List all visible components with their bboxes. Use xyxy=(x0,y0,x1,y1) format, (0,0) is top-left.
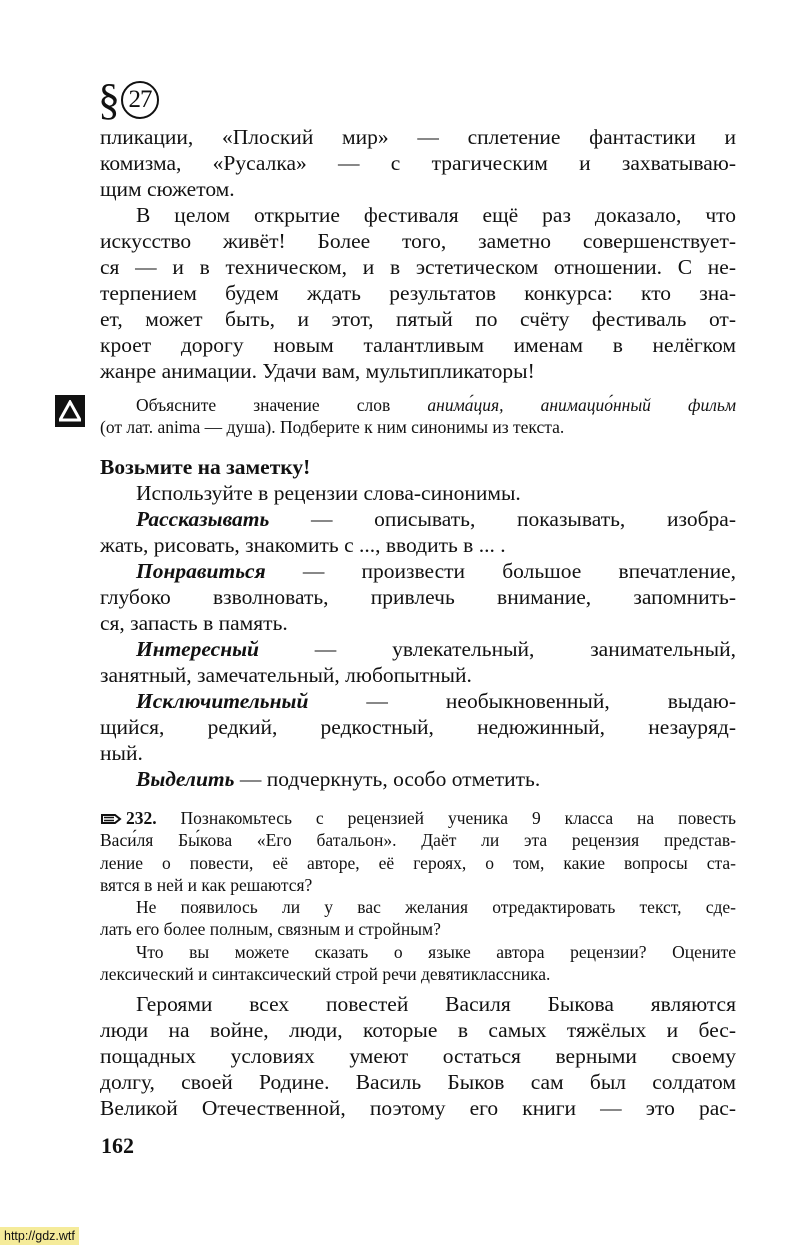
watermark-link[interactable]: http://gdz.wtf xyxy=(0,1227,79,1245)
text-segment: комизма, «Русалка» — с трагическим и захватываю- xyxy=(100,151,736,175)
text-segment: — описывать, показывать, изобра- xyxy=(269,507,736,531)
section-number-badge: 27 xyxy=(121,81,159,119)
text-segment: щийся, редкий, редкостный, недюжинный, незауряд- xyxy=(100,715,736,739)
italic-words: анима́ция, анимацио́нный фильм xyxy=(427,395,736,415)
text-segment: щим сюжетом. xyxy=(100,177,235,201)
paragraph-festival-conclusion xyxy=(100,202,736,384)
text-segment: глубоко взволновать, привлечь внимание, запомнить- xyxy=(100,585,736,609)
text-line xyxy=(100,254,736,280)
text-segment: жанре анимации. Удачи вам, мультипликаторы! xyxy=(100,359,535,383)
term: Исключительный xyxy=(136,689,309,713)
task-delta-icon xyxy=(55,395,85,427)
text-line xyxy=(100,228,736,254)
text-line xyxy=(100,766,736,792)
text-segment: ление о повести, её авторе, её героях, о том, какие вопросы ста- xyxy=(100,852,736,873)
text-segment: Великой Отечественной, поэтому его книги — это рас- xyxy=(100,1096,736,1120)
text-line xyxy=(100,124,736,150)
text-line xyxy=(100,332,736,358)
text-segment: жать, рисовать, знакомить с ..., вводить в ... . xyxy=(100,533,506,557)
text-segment: Используйте в рецензии слова-синонимы. xyxy=(136,481,521,505)
paragraph-review-start xyxy=(100,991,736,1121)
text-line xyxy=(100,506,736,532)
text-line xyxy=(100,740,736,766)
text-segment: терпением будем ждать результатов конкурса: кто зна- xyxy=(100,281,736,305)
section-header xyxy=(98,75,159,124)
text-segment: — произвести большое впечатление, xyxy=(265,559,736,583)
text-segment: (от лат. anima — душа). Подберите к ним синонимы из текста. xyxy=(100,417,565,438)
text-segment: ся, запасть в память. xyxy=(100,611,288,635)
text-line xyxy=(100,150,736,176)
text-line xyxy=(100,306,736,332)
text-line xyxy=(100,829,736,851)
text-line xyxy=(100,532,736,558)
text-segment: лать его более полным, связным и стройным? xyxy=(100,919,441,940)
task-explain-words xyxy=(100,394,736,439)
exercise-book-icon xyxy=(100,809,122,831)
text-line xyxy=(100,202,736,228)
text-line xyxy=(100,1069,736,1095)
text-segment: долгу, своей Родине. Василь Быков сам был солдатом xyxy=(100,1070,736,1094)
text-line xyxy=(100,416,736,438)
text-segment: Возьмите на заметку! xyxy=(100,455,311,479)
text-segment: Объясните значение слов xyxy=(136,395,428,415)
text-line xyxy=(100,1043,736,1069)
text-line xyxy=(100,280,736,306)
text-line xyxy=(100,896,736,918)
text-line xyxy=(100,394,736,416)
text-segment: люди на войне, люди, которые в самых тяжёлых и бес- xyxy=(100,1018,736,1042)
text-segment: — необыкновенный, выдаю- xyxy=(308,689,736,713)
text-segment: — увлекательный, занимательный, xyxy=(259,637,736,661)
text-segment: пощадных условиях умеют остаться верными своему xyxy=(100,1044,736,1068)
text-segment: — подчеркнуть, особо отметить. xyxy=(234,767,541,791)
text-segment: ный. xyxy=(100,741,143,765)
exercise-232 xyxy=(100,807,736,985)
text-segment: вятся в ней и как решаются? xyxy=(100,874,313,895)
text-segment: Не появилось ли у вас желания отредактировать текст, сде- xyxy=(136,897,736,918)
text-line xyxy=(100,714,736,740)
note-block xyxy=(100,454,736,792)
text-line xyxy=(100,1017,736,1043)
text-line xyxy=(100,807,736,829)
text-segment: лексический и синтаксический строй речи девятиклассника. xyxy=(100,964,551,985)
text-line xyxy=(100,688,736,714)
text-line xyxy=(100,874,736,896)
text-segment: Героями всех повестей Василя Быкова являются xyxy=(136,992,736,1016)
text-segment: пликации, «Плоский мир» — сплетение фантастики и xyxy=(100,125,736,149)
text-segment: кроет дорогу новым талантливым именам в нелёгком xyxy=(100,333,736,357)
paragraph-continuation xyxy=(100,124,736,202)
page-number: 162 xyxy=(101,1133,134,1158)
text-line xyxy=(100,991,736,1017)
text-segment: 232. xyxy=(126,808,157,828)
text-segment: В целом открытие фестиваля ещё раз доказало, что xyxy=(136,203,736,227)
text-line xyxy=(100,963,736,985)
text-line xyxy=(100,480,736,506)
term: Интересный xyxy=(136,637,260,661)
text-segment: Что вы можете сказать о языке автора рецензии? Оцените xyxy=(136,941,736,962)
term: Выделить xyxy=(136,767,235,791)
term: Рассказывать xyxy=(136,507,270,531)
text-segment: ет, может быть, и этот, пятый по счёту фестиваль от- xyxy=(100,307,736,331)
text-segment: ся — и в техническом, и в эстетическом отношении. С не- xyxy=(100,255,736,279)
text-line xyxy=(100,918,736,940)
text-line xyxy=(100,358,736,384)
text-line xyxy=(100,176,736,202)
text-line xyxy=(100,852,736,874)
term: Понравиться xyxy=(136,559,266,583)
text-line xyxy=(100,558,736,584)
text-line xyxy=(100,454,736,480)
text-line xyxy=(100,636,736,662)
text-line xyxy=(100,610,736,636)
text-segment: искусство живёт! Более того, заметно совершенствует- xyxy=(100,229,736,253)
text-line xyxy=(100,941,736,963)
text-line xyxy=(100,662,736,688)
text-segment: Васи́ля Бы́кова «Его батальон». Даёт ли эта рецензия представ- xyxy=(100,830,736,851)
text-segment: занятный, замечательный, любопытный. xyxy=(100,663,472,687)
text-line xyxy=(100,584,736,610)
section-symbol: § xyxy=(98,75,120,124)
text-segment: Познакомьтесь с рецензией ученика 9 класса на повесть xyxy=(156,808,736,828)
text-line xyxy=(100,1095,736,1121)
